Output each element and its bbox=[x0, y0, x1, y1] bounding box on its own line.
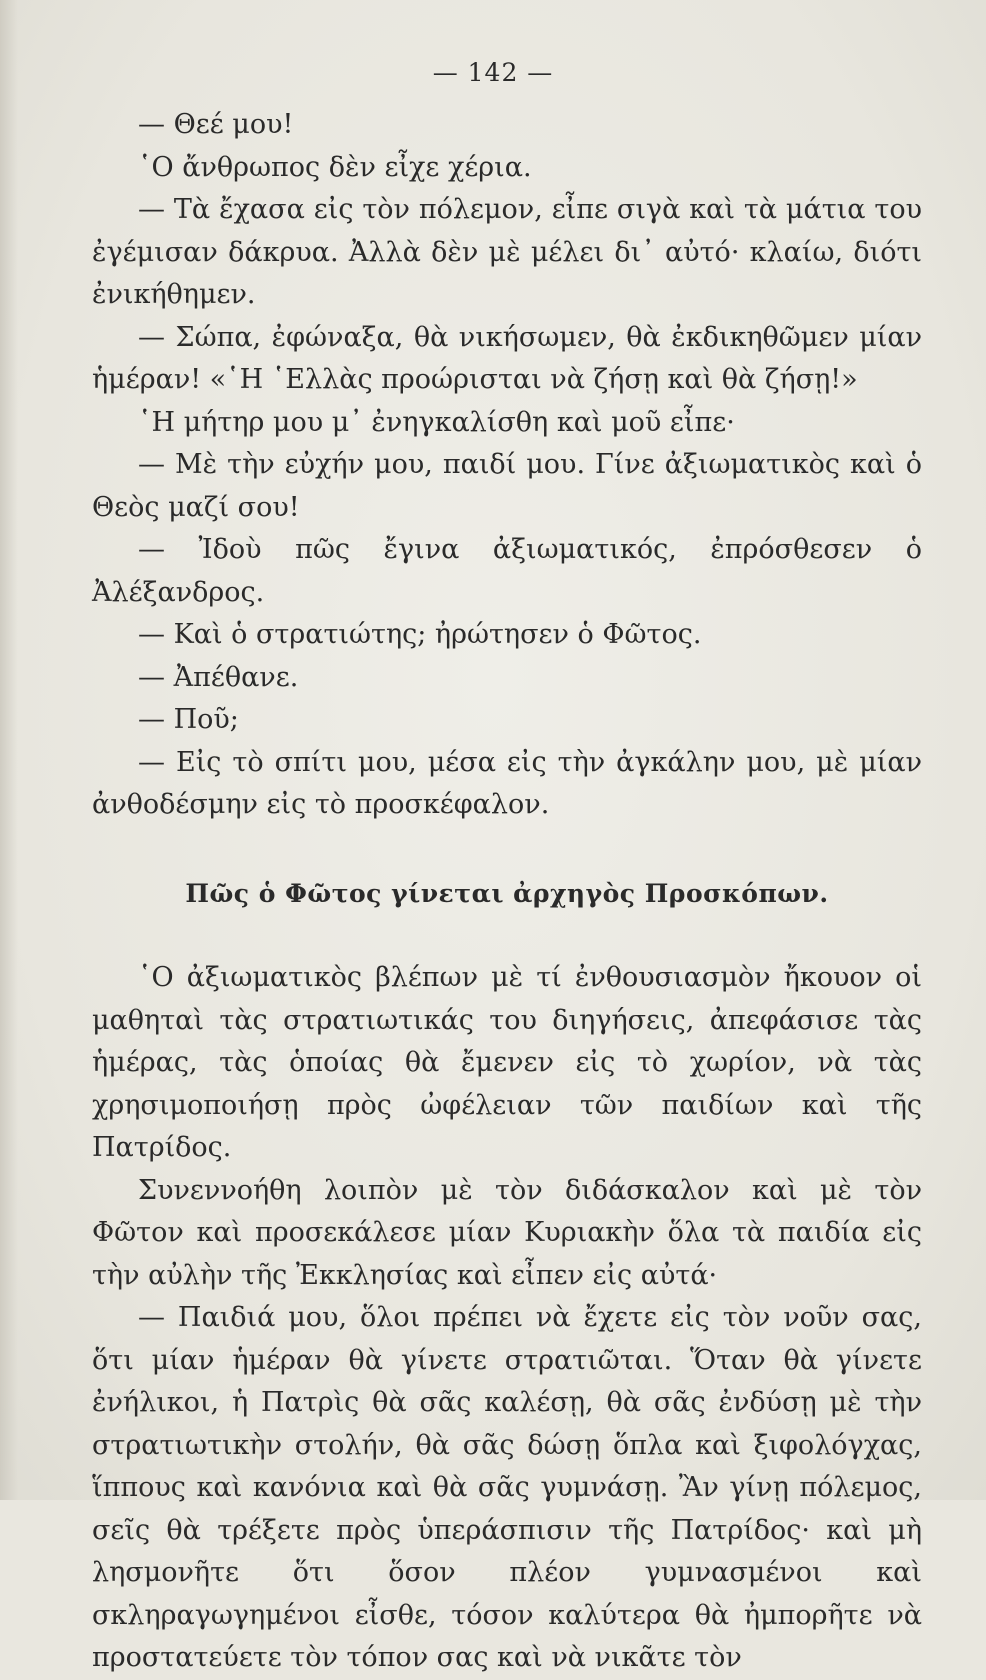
dialogue-line: ῾Ο ἄνθρωπος δὲν εἶχε χέρια. bbox=[138, 151, 532, 183]
dialogue-line: — Σώπα, ἐφώναξα, θὰ νικήσωμεν, θὰ ἐκδικηθῶμεν μίαν ἡμέραν! «῾Η ῾Ελλὰς προώρισται νὰ ζήσῃ καὶ θὰ ζήσῃ!» bbox=[92, 321, 922, 395]
page-number: — 142 — bbox=[432, 58, 554, 87]
page-body bbox=[92, 104, 922, 1680]
page-spine-shadow bbox=[0, 0, 18, 1500]
dialogue-line: — Καὶ ὁ στρατιώτης; ἠρώτησεν ὁ Φῶτος. bbox=[138, 619, 702, 650]
dialogue-line: — Ποῦ; bbox=[138, 704, 239, 735]
body-paragraph: ῾Ο ἀξιωματικὸς βλέπων μὲ τί ἐνθουσιασμὸν ἤκουον οἱ μαθηταὶ τὰς στρατιωτικάς του διηγήσεις, ἀπεφάσισε τὰς ἡμέρας, τὰς ὁποίας θὰ ἔμενεν εἰς τὸ χωρίον, νὰ τὰς χρησιμοποιήσῃ πρὸς ὠφέλειαν τῶν παιδίων καὶ τῆς Πατρίδος. bbox=[92, 962, 922, 1163]
body-paragraph: Συνεννοήθη λοιπὸν μὲ τὸν διδάσκαλον καὶ μὲ τὸν Φῶτον καὶ προσεκάλεσε μίαν Κυριακὴν ὅλα τὰ παιδία εἰς τὴν αὐλὴν τῆς Ἐκκλησίας καὶ εἶπεν εἰς αὐτά· bbox=[92, 1174, 922, 1291]
section-heading: Πῶς ὁ Φῶτος γίνεται ἀρχηγὸς Προσκόπων. bbox=[185, 878, 829, 908]
dialogue-line: ῾Η μήτηρ μου μ᾽ ἐνηγκαλίσθη καὶ μοῦ εἶπε· bbox=[138, 406, 735, 438]
body-paragraph: — Παιδιά μου, ὅλοι πρέπει νὰ ἔχετε εἰς τὸν νοῦν σας, ὅτι μίαν ἡμέραν θὰ γίνετε στρατιῶται. Ὅταν θὰ γίνετε ἐνήλικοι, ἡ Πατρὶς θὰ σᾶς καλέσῃ, θὰ σᾶς ἐνδύσῃ μὲ τὴν στρατιωτικὴν στολήν, θὰ σᾶς δώσῃ ὅπλα καὶ ξιφολόγχας, ἵππους καὶ κανόνια καὶ θὰ σᾶς γυμνάσῃ. Ἂν γίνῃ πόλεμος, σεῖς θὰ τρέξετε πρὸς ὑπεράσπισιν τῆς Πατρίδος· καὶ μὴ λησμονῆτε ὅτι ὅσον πλέον γυμνασμένοι καὶ σκληραγωγημένοι εἶσθε, τόσον καλύτερα θὰ ἠμπορῆτε νὰ προστατεύετε τὸν τόπον σας καὶ νὰ νικᾶτε τὸν bbox=[92, 1302, 922, 1673]
dialogue-line: — Θεέ μου! bbox=[138, 109, 294, 140]
dialogue-line: — Τὰ ἔχασα εἰς τὸν πόλεμον, εἶπε σιγὰ καὶ τὰ μάτια του ἐγέμισαν δάκρυα. Ἀλλὰ δὲν μὲ μέλει δι᾽ αὐτό· κλαίω, διότι ἐνικήθημεν. bbox=[92, 194, 922, 310]
dialogue-line: — Μὲ τὴν εὐχήν μου, παιδί μου. Γίνε ἀξιωματικὸς καὶ ὁ Θεὸς μαζί σου! bbox=[92, 449, 922, 523]
dialogue-line: — Ἀπέθανε. bbox=[138, 661, 299, 693]
dialogue-line: — Εἰς τὸ σπίτι μου, μέσα εἰς τὴν ἀγκάλην μου, μὲ μίαν ἀνθοδέσμην εἰς τὸ προσκέφαλον. bbox=[92, 746, 922, 820]
dialogue-line: — Ἰδοὺ πῶς ἔγινα ἀξιωματικός, ἐπρόσθεσεν ὁ Ἀλέξανδρος. bbox=[92, 534, 922, 608]
